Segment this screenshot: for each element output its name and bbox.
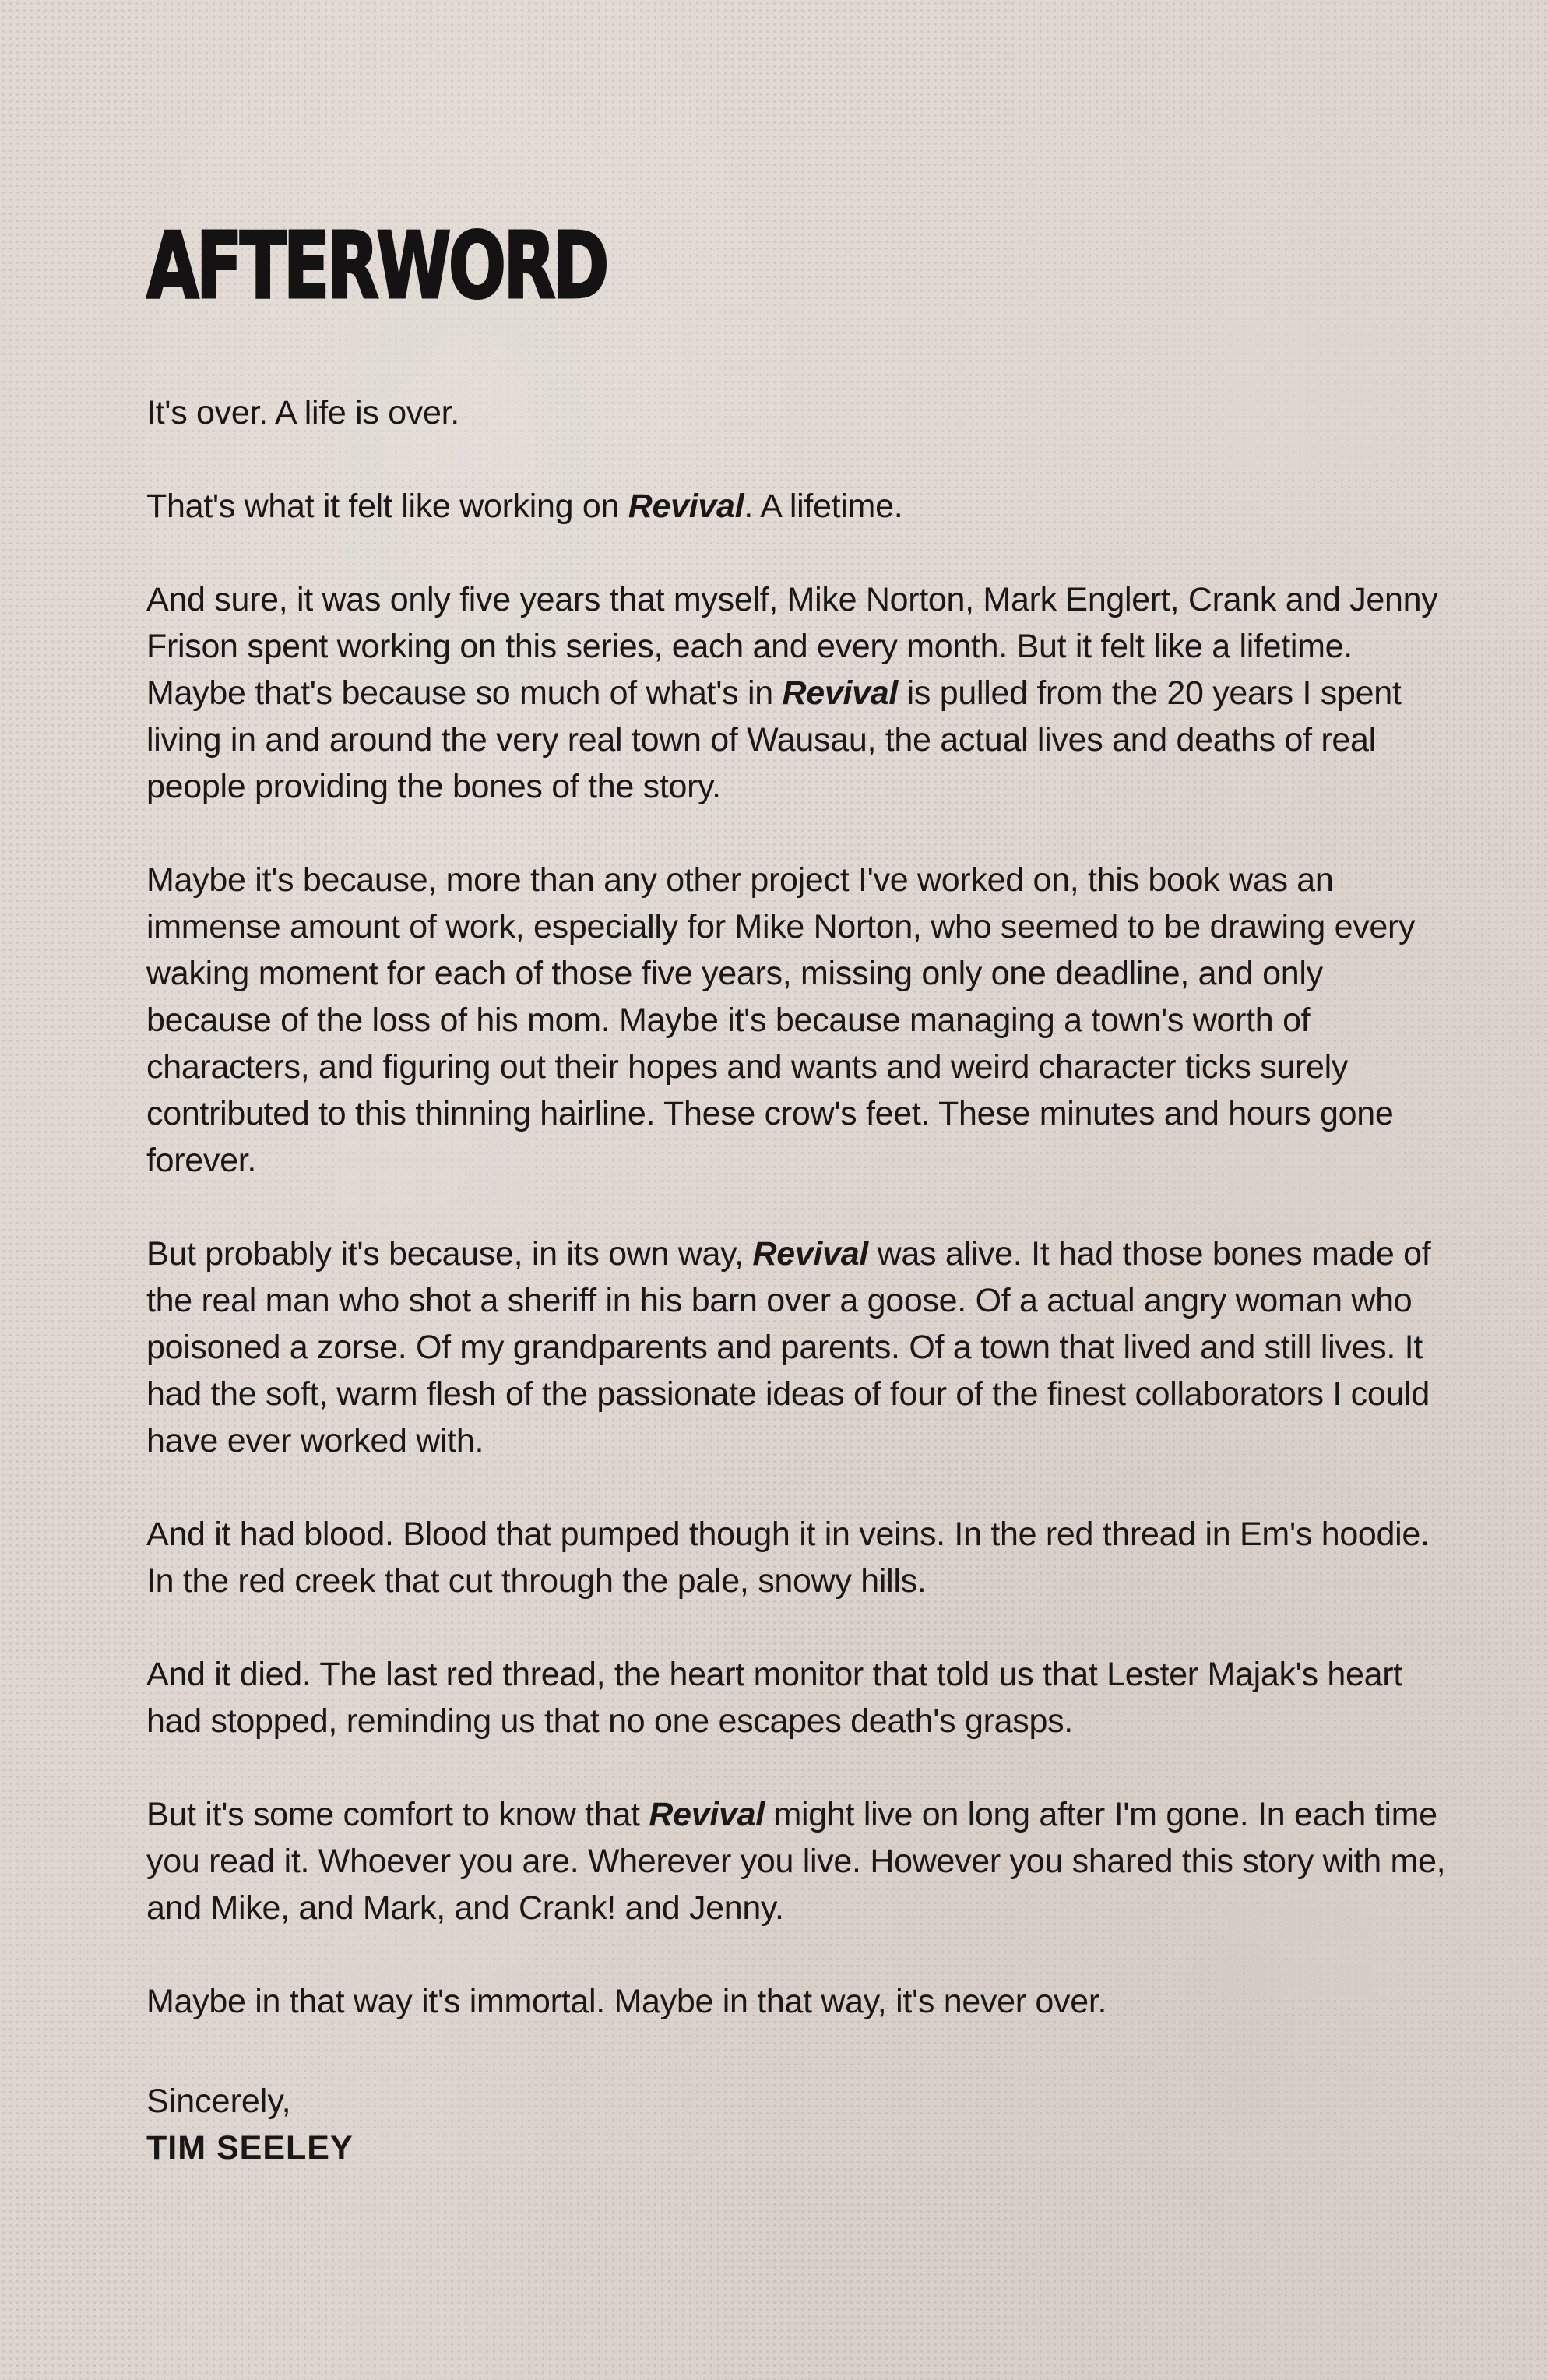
paragraph-text: And it died. The last red thread, the heart monitor that told us that Lester Majak's heart had stopped, reminding us that no one escapes death's grasps. (146, 1656, 1402, 1740)
book-title-emphasis: Revival (782, 674, 898, 712)
signoff-salutation: Sincerely, (146, 2082, 291, 2120)
paragraph-text: was alive. It had those bones made of the real man who shot a sheriff in his barn over a goose. Of a actual angry woman who poisoned a zorse. Of my grandparents and parents. Of a town that lived and still lives. It had the soft, warm flesh of the passionate ideas of four of the finest collaborators I could have ever worked with. (146, 1235, 1431, 1459)
paragraph (146, 1791, 1455, 1931)
signoff (146, 2078, 1455, 2171)
book-title-emphasis: Revival (649, 1796, 765, 1833)
paragraph-text: That's what it felt like working on (146, 488, 628, 525)
book-title-emphasis: Revival (628, 488, 744, 525)
book-title-emphasis: Revival (752, 1235, 868, 1273)
paragraph-text: It's over. A life is over. (146, 394, 459, 431)
paragraph-text: And it had blood. Blood that pumped though it in veins. In the red thread in Em's hoodie. In the red creek that cut through the pale, snowy hills. (146, 1516, 1430, 1600)
paragraph-text: And sure, it was only five years that myself, Mike Norton, Mark Englert, Crank and Jenny Frison spent working on this series, each and every month. But it felt like a lifetime. Maybe that's because so much of what's in (146, 581, 1438, 712)
afterword-body (146, 389, 1455, 2025)
paragraph (146, 857, 1455, 1184)
paragraph (146, 1511, 1455, 1604)
paragraph-text: But it's some comfort to know that (146, 1796, 649, 1833)
paragraph (146, 389, 1455, 436)
afterword-page (146, 212, 1455, 2171)
paragraph (146, 1651, 1455, 1745)
paragraph-text: is pulled from the 20 years I spent living in and around the very real town of Wausau, the actual lives and deaths of real people providing the bones of the story. (146, 674, 1402, 805)
paragraph (146, 576, 1455, 810)
paragraph (146, 483, 1455, 530)
paragraph-text: . A lifetime. (744, 488, 903, 525)
paragraph (146, 1230, 1455, 1464)
page-title: AFTERWORD (146, 212, 607, 319)
paragraph-text: might live on long after I'm gone. In each time you read it. Whoever you are. Wherever you live. However you shared this story with me, and Mike, and Mark, and Crank! and Jenny. (146, 1796, 1446, 1927)
paragraph-text: Maybe in that way it's immortal. Maybe in that way, it's never over. (146, 1983, 1107, 2020)
paragraph-text: Maybe it's because, more than any other project I've worked on, this book was an immense amount of work, especially for Mike Norton, who seemed to be drawing every waking moment for each of those five years, missing only one deadline, and only because of the loss of his mom. Maybe it's because managing a town's worth of characters, and figuring out their hopes and wants and weird character ticks surely contributed to this thinning hairline. These crow's feet. These minutes and hours gone forever. (146, 861, 1416, 1179)
author-name: TIM SEELEY (146, 2129, 354, 2167)
paragraph (146, 1978, 1455, 2025)
paragraph-text: But probably it's because, in its own way, (146, 1235, 753, 1273)
